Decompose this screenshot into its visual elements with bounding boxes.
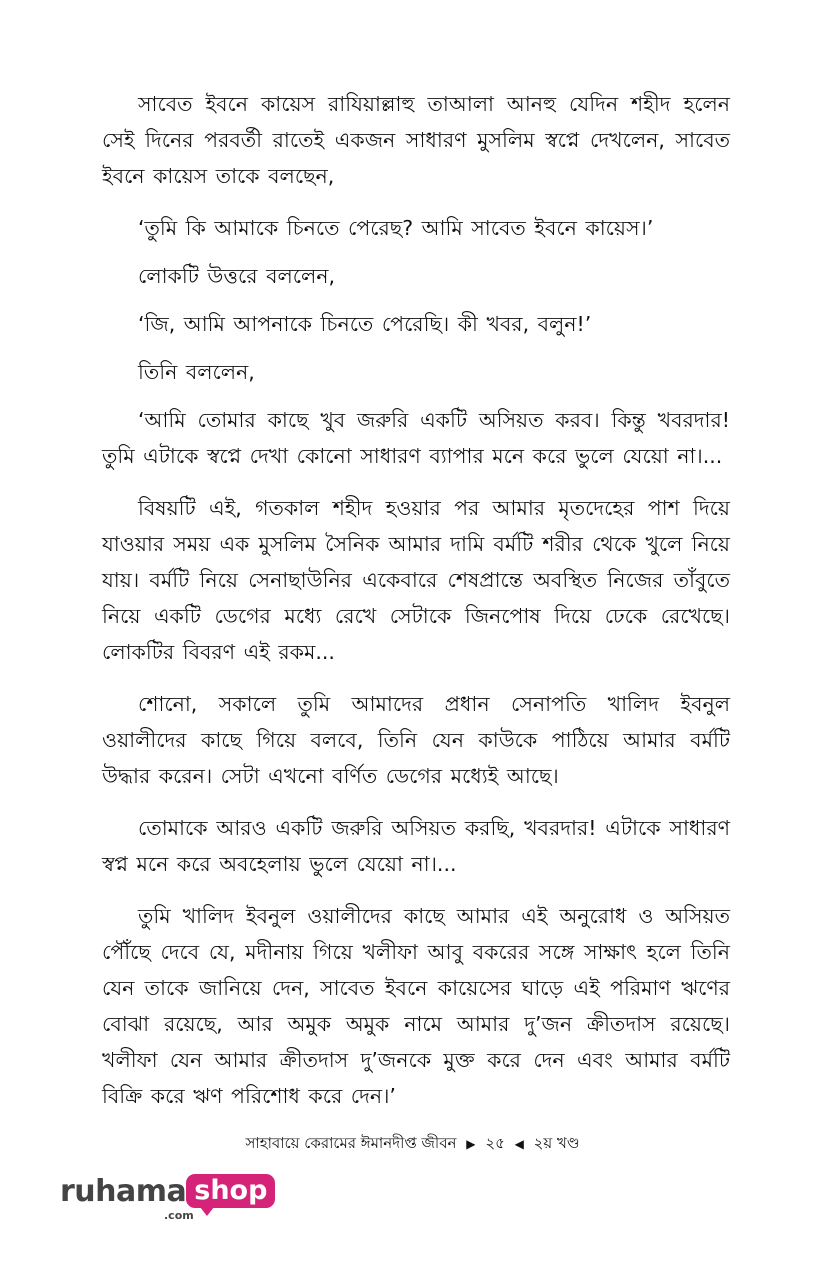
volume-label: ২য় খণ্ড bbox=[533, 1134, 580, 1152]
paragraph-3: লোকটি উত্তরে বললেন, bbox=[138, 264, 336, 288]
arrow-left-icon: ◀ bbox=[514, 1137, 524, 1151]
logo-brand-text: ruhama bbox=[60, 1174, 187, 1209]
paragraph-9: তোমাকে আরও একটি জরুরি অসিয়ত করছি, খবরদার! এটাকে সাধারণ স্বপ্ন মনে করে অবহেলায় ভুলে যেয়ো না।... bbox=[102, 816, 730, 876]
paragraph-8: শোনো, সকালে তুমি আমাদের প্রধান সেনাপতি খালিদ ইবনুল ওয়ালীদের কাছে গিয়ে বলবে, তিনি যেন কাউকে পাঠিয়ে আমার বর্মটি উদ্ধার করেন। সেটা এখনো বর্ণিত ডেগের মধ্যেই আছে। bbox=[102, 692, 730, 788]
paragraph-5: তিনি বললেন, bbox=[138, 360, 255, 384]
paragraph-4: ‘জি, আমি আপনাকে চিনতে পেরেছি। কী খবর, বলুন!’ bbox=[138, 312, 592, 336]
logo-shop-badge: shop bbox=[186, 1174, 275, 1208]
paragraph-6: ‘আমি তোমার কাছে খুব জরুরি একটি অসিয়ত করব। কিন্তু খবরদার! তুমি এটাকে স্বপ্নে দেখা কোনো সাধারণ ব্যাপার মনে করে ভুলে যেয়ো না।... bbox=[102, 408, 730, 468]
page-number: ২৫ bbox=[485, 1134, 505, 1152]
page-footer bbox=[0, 1132, 825, 1157]
logo-domain: .com bbox=[164, 1209, 194, 1222]
ruhamashop-logo bbox=[60, 1174, 275, 1224]
paragraph-1: সাবেত ইবনে কায়েস রাযিয়াল্লাহু তাআলা আনহু যেদিন শহীদ হলেন সেই দিনের পরবর্তী রাতেই একজন সাধারণ মুসলিম স্বপ্নে দেখলেন, সাবেত ইবনে কায়েস তাকে বলছেন, bbox=[102, 92, 730, 188]
paragraph-10: তুমি খালিদ ইবনুল ওয়ালীদের কাছে আমার এই অনুরোধ ও অসিয়ত পৌঁছে দেবে যে, মদীনায় গিয়ে খলীফা আবু বকরের সঙ্গে সাক্ষাৎ হলে তিনি যেন তাকে জানিয়ে দেন, সাবেত ইবনে কায়েসের ঘাড়ে এই পরিমাণ ঋণের বোঝা রয়েছে, আর অমুক অমুক নামে আমার দু’জন ক্রীতদাস রয়েছে। খলীফা যেন আমার ক্রীতদাস দু’জনকে মুক্ত করে দেন এবং আমার বর্মটি বিক্রি করে ঋণ পরিশোধ করে দেন।’ bbox=[102, 904, 730, 1108]
page-body bbox=[102, 86, 730, 1130]
paragraph-2: ‘তুমি কি আমাকে চিনতে পেরেছ? আমি সাবেত ইবনে কায়েস।’ bbox=[138, 216, 654, 240]
arrow-right-icon: ▶ bbox=[466, 1137, 476, 1151]
paragraph-7: বিষয়টি এই, গতকাল শহীদ হওয়ার পর আমার মৃতদেহের পাশ দিয়ে যাওয়ার সময় এক মুসলিম সৈনিক আমার দামি বর্মটি শরীর থেকে খুলে নিয়ে যায়। বর্মটি নিয়ে সেনাছাউনির একেবারে শেষপ্রান্তে অবস্থিত নিজের তাঁবুতে নিয়ে একটি ডেগের মধ্যে রেখে সেটাকে জিনপোষ দিয়ে ঢেকে রেখেছে। লোকটির বিবরণ এই রকম... bbox=[102, 496, 730, 664]
book-title: সাহাবায়ে কেরামের ঈমানদীপ্ত জীবন bbox=[245, 1134, 457, 1152]
